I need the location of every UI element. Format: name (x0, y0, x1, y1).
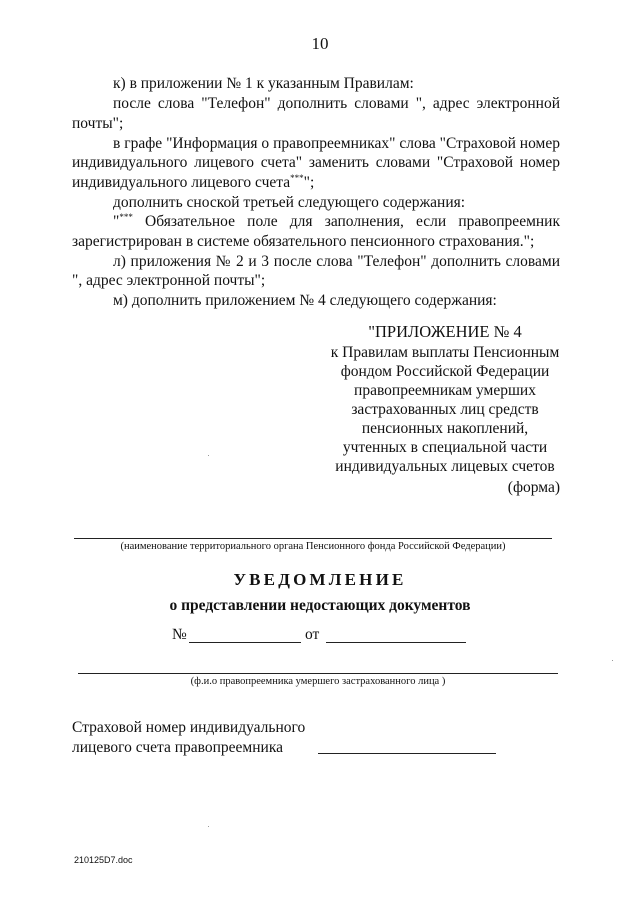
paragraph-k-intro: к) в приложении № 1 к указанным Правилам: (113, 75, 414, 92)
appendix-line: к Правилам выплаты Пенсионным (330, 344, 560, 361)
snils-label-line2: лицевого счета правопреемника (72, 739, 283, 756)
footnote-quote: " (113, 213, 120, 230)
footnote-marker: *** (290, 172, 304, 183)
paragraph-k1-line2: почты"; (72, 115, 124, 132)
snils-field-line (318, 753, 496, 754)
scan-speck (208, 826, 209, 827)
footnote-line1 (113, 212, 560, 231)
paragraph-k2-line1: в графе "Информация о правопреемниках" слова "Страховой номер (113, 135, 560, 152)
date-label: от (305, 626, 320, 643)
appendix-line: учтенных в специальной части (342, 439, 548, 456)
footnote-marker: *** (119, 211, 133, 222)
snils-label-line1: Страховой номер индивидуального (72, 719, 306, 736)
paragraph-l-line1: л) приложения № 2 и 3 после слова "Телефон" дополнить словами (113, 253, 560, 270)
notice-title: УВЕДОМЛЕНИЕ (233, 570, 407, 589)
paragraph-k2-line2: индивидуального лицевого счета" заменить словами "Страховой номер (72, 154, 560, 171)
scan-speck (208, 455, 209, 456)
k2-line3-text: индивидуального лицевого счета (72, 174, 291, 191)
page-number: 10 (311, 34, 329, 53)
paragraph-k3: дополнить сноской третьей следующего содержания: (113, 194, 466, 211)
k2-line3-end: "; (303, 174, 315, 191)
paragraph-k2-line3 (72, 173, 560, 192)
fio-line (78, 673, 558, 674)
footnote-text: Обязательное поле для заполнения, если правопреемник (132, 213, 560, 230)
number-label: № (172, 626, 187, 643)
appendix-line: пенсионных накоплений, (361, 420, 529, 437)
date-field-line (326, 642, 466, 643)
org-name-caption: (наименование территориального органа Пенсионного фонда Российской Федерации) (120, 541, 506, 552)
appendix-line: индивидуальных лицевых счетов (335, 458, 555, 475)
org-name-line (74, 538, 552, 539)
appendix-title: "ПРИЛОЖЕНИЕ № 4 (368, 322, 522, 341)
fio-caption: (ф.и.о правопреемника умершего застрахованного лица ) (190, 676, 446, 687)
appendix-line: застрахованных лиц средств (351, 401, 539, 418)
paragraph-m: м) дополнить приложением № 4 следующего содержания: (113, 292, 497, 309)
paragraph-k1-line1: после слова "Телефон" дополнить словами ", адрес электронной (113, 95, 560, 112)
paragraph-l-line2: ", адрес электронной почты"; (72, 272, 266, 289)
appendix-line: правопреемникам умерших (354, 382, 536, 399)
footnote-line2: зарегистрирован в системе обязательного пенсионного страхования."; (72, 233, 535, 250)
file-name-footer: 210125D7.doc (74, 855, 133, 865)
notice-subtitle: о представлении недостающих документов (169, 597, 471, 614)
appendix-line: фондом Российской Федерации (340, 363, 550, 380)
number-field-line (189, 642, 301, 643)
form-label: (форма) (507, 479, 560, 496)
scan-speck (612, 660, 613, 661)
